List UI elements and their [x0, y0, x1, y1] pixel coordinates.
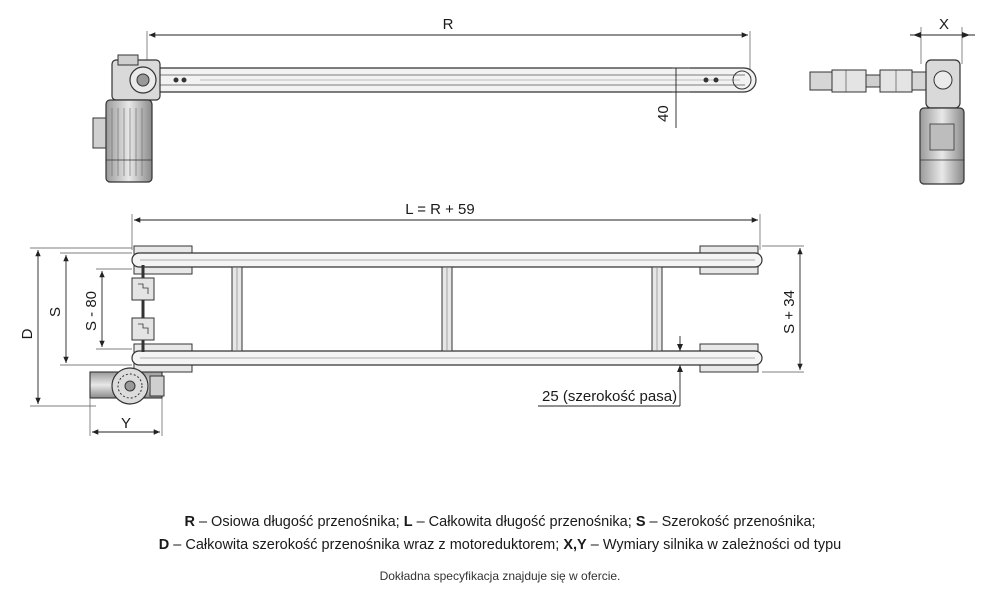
legend-text-r: – Osiowa długość przenośnika; [194, 514, 404, 530]
specification-note: Dokładna specyfikacja znajduje się w ofercie. [379, 569, 621, 583]
legend-key-xy: X,Y [563, 537, 587, 553]
dimension-belt-width-label: 25 (szerokość pasa) [542, 388, 678, 405]
dimension-x-label: X [938, 16, 950, 33]
dimension-40-label: 40 [655, 105, 672, 122]
legend-line-1 [0, 514, 1000, 530]
top-view [19, 201, 804, 436]
dimension-d-label: D [19, 328, 36, 340]
gear-motor-top [90, 368, 164, 404]
gear-motor-side [93, 55, 160, 182]
dimension-s-plus-34-label: S + 34 [781, 290, 798, 334]
dimension-y-label: Y [120, 415, 132, 432]
dimension-s-label: S [47, 306, 64, 318]
legend-line-2 [0, 537, 1000, 553]
side-view [93, 16, 756, 182]
legend-text-s: – Szerokość przenośnika; [645, 514, 816, 530]
legend-text-xy: – Wymiary silnika w zależności od typu [586, 537, 842, 553]
legend-text-d: – Całkowita szerokość przenośnika wraz z motoreduktorem; [169, 537, 564, 553]
dimension-r-label: R [442, 16, 454, 33]
legend-key-s: S [635, 514, 646, 530]
dimension-l-label: L = R + 59 [405, 201, 475, 218]
dimension-s-minus-80-label: S - 80 [83, 290, 100, 332]
legend-key-d: D [158, 537, 170, 553]
legend-key-l: L [403, 514, 413, 530]
legend-text-l: – Całkowita długość przenośnika; [412, 514, 636, 530]
end-view [810, 16, 975, 184]
legend-key-r: R [184, 514, 195, 530]
